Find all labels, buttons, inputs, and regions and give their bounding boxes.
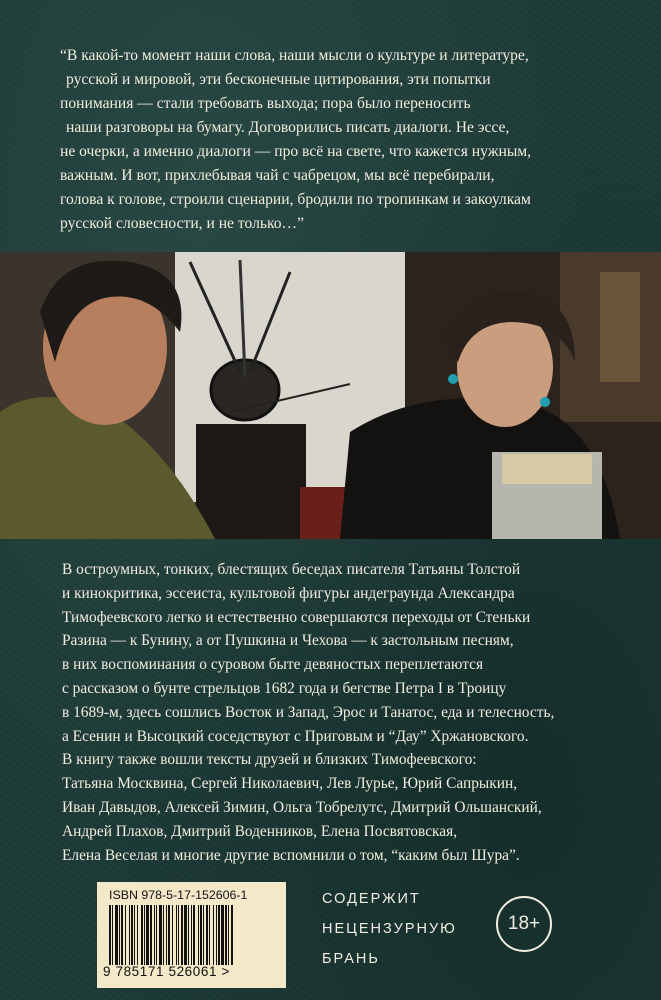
quote-line: понимания — стали требовать выхода; пора было переносить bbox=[60, 95, 471, 112]
quote-line: русской и мировой, эти бесконечные цитирования, эти попытки bbox=[66, 71, 491, 88]
barcode bbox=[109, 905, 274, 965]
authors-photo bbox=[0, 252, 661, 539]
description-line: а Есенин и Высоцкий соседствуют с Приговым и “Дау” Хржановского. bbox=[62, 727, 529, 745]
quote-line: наши разговоры на бумагу. Договорились писать диалоги. Не эссе, bbox=[66, 119, 510, 136]
isbn-barcode-block bbox=[97, 882, 286, 988]
description-line: в них воспоминания о суровом быте девяностых переплетаются bbox=[62, 656, 484, 674]
description-line: Иван Давыдов, Алексей Зимин, Ольга Тобрелутс, Дмитрий Ольшанский, bbox=[62, 798, 542, 816]
description-line: Елена Веселая и многие другие вспомнили о том, “каким был Шура”. bbox=[62, 846, 520, 864]
warning-line: НЕЦЕНЗУРНУЮ bbox=[322, 921, 457, 937]
description-line: Тимофеевского легко и естественно совершаются переходы от Стеньки bbox=[62, 608, 531, 626]
book-description bbox=[62, 558, 642, 867]
description-line: Разина — к Бунину, а от Пушкина и Чехова — к застольным песням, bbox=[62, 632, 514, 650]
quote-line: “В какой-то момент наши слова, наши мысли о культуре и литературе, bbox=[60, 47, 529, 64]
warning-line: БРАНЬ bbox=[322, 951, 380, 967]
description-line: и кинокритика, эссеиста, культовой фигуры андеграунда Александра bbox=[62, 584, 515, 602]
age-rating-badge: 18+ bbox=[496, 896, 552, 952]
quote-line: не очерки, а именно диалоги — про всё на свете, что кажется нужным, bbox=[60, 143, 532, 160]
content-warning bbox=[322, 884, 457, 974]
description-line: в 1689-м, здесь сошлись Восток и Запад, Эрос и Танатос, еда и телесность, bbox=[62, 703, 555, 721]
back-cover-quote bbox=[60, 44, 620, 236]
quote-line: русской словесности, и не только…” bbox=[60, 215, 305, 232]
warning-line: СОДЕРЖИТ bbox=[322, 891, 421, 907]
quote-line: важным. И вот, прихлебывая чай с чабрецом, мы всё перебирали, bbox=[60, 167, 495, 184]
description-line: Андрей Плахов, Дмитрий Воденников, Елена Посвятовская, bbox=[62, 822, 458, 840]
quote-line: голова к голове, строили сценарии, бродили по тропинкам и закоулкам bbox=[60, 191, 531, 208]
description-line: с рассказом о бунте стрельцов 1682 года и бегстве Петра I в Троицу bbox=[62, 679, 507, 697]
description-line: В остроумных, тонких, блестящих беседах писателя Татьяны Толстой bbox=[62, 561, 521, 578]
barcode-digits: 9 785171 526061 > bbox=[103, 964, 230, 979]
isbn-label: ISBN 978-5-17-152606-1 bbox=[109, 888, 248, 902]
description-line: В книгу также вошли тексты друзей и близких Тимофеевского: bbox=[62, 751, 477, 769]
description-line: Татьяна Москвина, Сергей Николаевич, Лев Лурье, Юрий Сапрыкин, bbox=[62, 775, 518, 793]
